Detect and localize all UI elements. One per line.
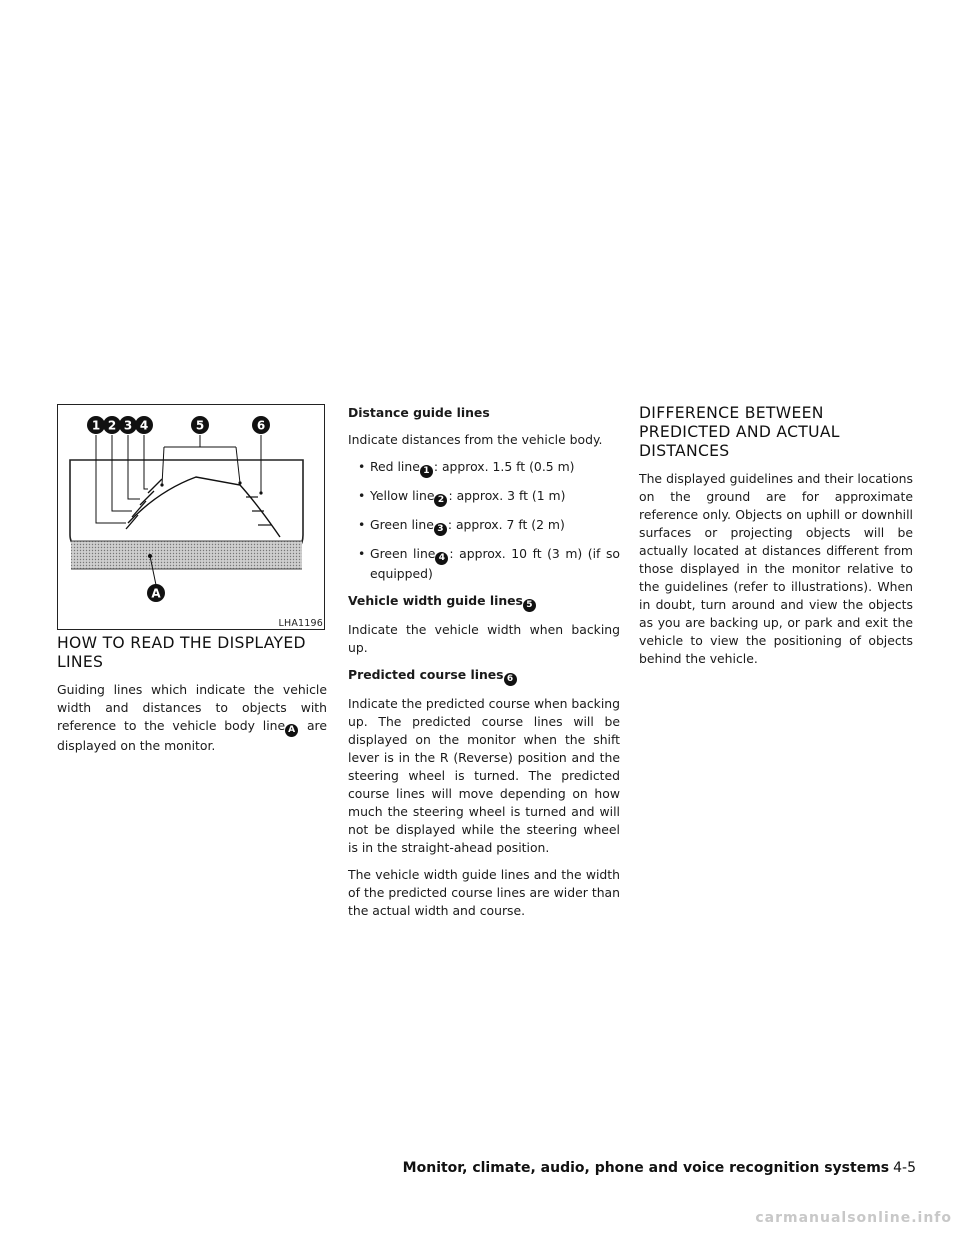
callout-6 [252, 416, 270, 434]
marker-4-icon: 4 [435, 552, 448, 565]
column-right [639, 404, 913, 677]
callout-a [147, 584, 165, 602]
callout-1 [87, 416, 105, 434]
watermark: carmanualsonline.info [755, 1210, 952, 1226]
vehicle-body-band [71, 541, 302, 569]
guide-lines-diagram [58, 405, 326, 631]
callout-5 [191, 416, 209, 434]
paragraph: Indicate the predicted course when backing up. The predicted course lines will be displayed on the monitor when the shift lever is in the R (Reverse) position and the steering wheel is turned. The predicted course lines will move depending on how much the steering wheel is turned and will not be displayed while the steering wheel is in the straight-ahead position. [348, 696, 620, 855]
paragraph: Indicate the vehicle width when backing up. [348, 622, 620, 655]
distance-list [348, 458, 620, 583]
marker-6-icon: 6 [504, 673, 517, 686]
marker-1-icon: 1 [420, 465, 433, 478]
page-number: 4-5 [893, 1160, 916, 1176]
paragraph: The displayed guidelines and their locations on the ground are for approximate reference only. Objects on uphill or downhill surfaces or projecting objects will be actually located at distances different from those displayed in the monitor relative to the guidelines (refer to illustrations). When in doubt, turn around and view the objects as you are backing up, or park and exit the vehicle to view the positioning of objects behind the vehicle. [639, 471, 913, 666]
paragraph: Guiding lines which indicate the vehicle width and distances to objects with reference to the vehicle body line A are displayed on the monitor. [57, 682, 327, 753]
svg-text:1: 1 [91, 418, 101, 433]
callout-2 [103, 416, 121, 434]
page-footer [403, 1160, 916, 1176]
marker-2-icon: 2 [434, 494, 447, 507]
svg-text:5: 5 [195, 418, 205, 433]
svg-text:3: 3 [123, 418, 133, 433]
section-heading: HOW TO READ THE DISPLAYED LINES [57, 634, 306, 671]
callout-4 [135, 416, 153, 434]
svg-text:A: A [151, 586, 161, 601]
chapter-title: Monitor, climate, audio, phone and voice recognition systems [402, 1160, 890, 1176]
marker-3-icon: 3 [434, 523, 447, 536]
list-item: • Green line 4 : approx. 10 ft (3 m) (if so equipped) [348, 545, 620, 583]
paragraph: Indicate distances from the vehicle body. [348, 432, 603, 447]
callout-3 [119, 416, 137, 434]
paragraph: The vehicle width guide lines and the width of the predicted course lines are wider than the actual width and course. [348, 867, 620, 918]
column-middle [348, 404, 620, 929]
list-item: • Yellow line 2 : approx. 3 ft (1 m) [348, 487, 620, 507]
svg-text:4: 4 [139, 418, 149, 433]
marker-5-icon: 5 [523, 599, 536, 612]
subheading-predicted: Predicted course lines 6 [348, 666, 620, 686]
subheading-width: Vehicle width guide lines 5 [348, 592, 620, 612]
list-item: • Red line 1 : approx. 1.5 ft (0.5 m) [348, 458, 620, 478]
subheading-distance: Distance guide lines [348, 405, 490, 420]
list-item: • Green line 3 : approx. 7 ft (2 m) [348, 516, 620, 536]
section-heading: DIFFERENCE BETWEEN PREDICTED AND ACTUAL DISTANCES [639, 404, 840, 460]
svg-text:2: 2 [107, 418, 117, 433]
figure-code: LHA1196 [278, 618, 323, 629]
svg-text:6: 6 [256, 418, 266, 433]
column-left [57, 634, 327, 764]
marker-a-icon: A [285, 724, 298, 737]
guide-lines-figure [57, 404, 325, 630]
